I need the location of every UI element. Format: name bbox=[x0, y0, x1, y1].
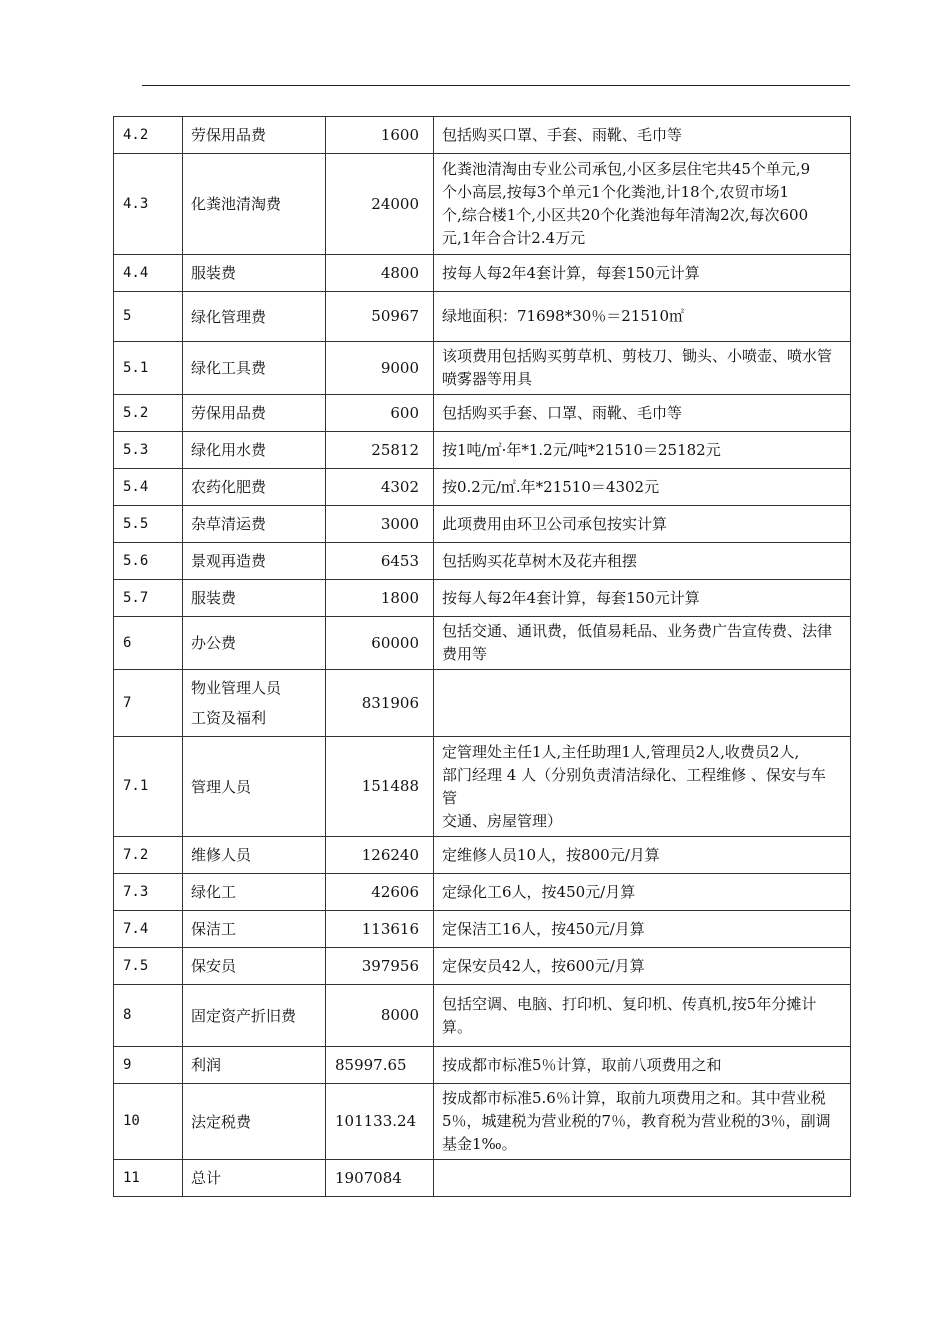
row-number-cell: 7.2 bbox=[114, 837, 183, 874]
row-number-cell: 5.1 bbox=[114, 342, 183, 395]
item-name-cell: 保安员 bbox=[183, 948, 326, 985]
row-number-cell: 5 bbox=[114, 292, 183, 342]
description-line: 个小高层,按每3个单元1个化粪池,计18个,农贸市场1 bbox=[442, 183, 790, 201]
item-name-cell: 劳保用品费 bbox=[183, 117, 326, 154]
row-number-cell: 7 bbox=[114, 670, 183, 737]
item-name-cell: 绿化管理费 bbox=[183, 292, 326, 342]
description-line: 费用等 bbox=[442, 645, 488, 663]
amount-cell: 4800 bbox=[326, 255, 434, 292]
table-row bbox=[114, 395, 851, 432]
item-name-cell: 农药化肥费 bbox=[183, 469, 326, 506]
table-row bbox=[114, 874, 851, 911]
table-row bbox=[114, 255, 851, 292]
amount-cell: 600 bbox=[326, 395, 434, 432]
description-cell bbox=[434, 292, 851, 342]
description-line: 基金1‰。 bbox=[442, 1135, 517, 1153]
amount-cell: 6453 bbox=[326, 543, 434, 580]
description-cell bbox=[434, 737, 851, 837]
row-number-cell: 5.2 bbox=[114, 395, 183, 432]
description-line: 按每人每2年4套计算，每套150元计算 bbox=[442, 263, 700, 282]
description-line: 定保安员42人，按600元/月算 bbox=[442, 956, 645, 975]
table-row bbox=[114, 543, 851, 580]
description-cell bbox=[434, 117, 851, 154]
description-cell bbox=[434, 1047, 851, 1084]
description-cell bbox=[434, 911, 851, 948]
description-line: 定管理处主任1人,主任助理1人,管理员2人,收费员2人, bbox=[442, 742, 800, 761]
item-name-cell: 绿化工 bbox=[183, 874, 326, 911]
amount-cell: 24000 bbox=[326, 154, 434, 255]
row-number-cell: 5.3 bbox=[114, 432, 183, 469]
cost-table-wrapper bbox=[113, 116, 851, 1197]
table-row bbox=[114, 580, 851, 617]
item-name-cell: 服装费 bbox=[183, 580, 326, 617]
description-cell bbox=[434, 469, 851, 506]
description-line: 按每人每2年4套计算，每套150元计算 bbox=[442, 588, 700, 607]
description-line: 算。 bbox=[442, 1017, 473, 1036]
table-row bbox=[114, 617, 851, 670]
row-number-cell: 6 bbox=[114, 617, 183, 670]
description-line: 元,1年合合计2.4万元 bbox=[442, 229, 586, 247]
row-number-cell: 5.6 bbox=[114, 543, 183, 580]
table-row bbox=[114, 837, 851, 874]
description-line: 定保洁工16人，按450元/月算 bbox=[442, 919, 645, 938]
description-cell bbox=[434, 580, 851, 617]
row-number-cell: 10 bbox=[114, 1084, 183, 1160]
cost-table bbox=[113, 116, 851, 1197]
table-row bbox=[114, 469, 851, 506]
table-row bbox=[114, 737, 851, 837]
item-name-cell: 物业管理人员 工资及福利 bbox=[183, 670, 326, 737]
amount-cell: 9000 bbox=[326, 342, 434, 395]
amount-cell: 126240 bbox=[326, 837, 434, 874]
row-number-cell: 9 bbox=[114, 1047, 183, 1084]
description-line: 喷雾器等用具 bbox=[442, 370, 533, 388]
amount-cell: 42606 bbox=[326, 874, 434, 911]
description-line: 按成都市标准5％计算，取前八项费用之和 bbox=[442, 1055, 722, 1074]
table-row bbox=[114, 292, 851, 342]
description-line: 化粪池清淘由专业公司承包,小区多层住宅共45个单元,9 bbox=[442, 160, 811, 178]
row-number-cell: 7.3 bbox=[114, 874, 183, 911]
description-cell bbox=[434, 985, 851, 1047]
amount-cell: 25812 bbox=[326, 432, 434, 469]
description-cell bbox=[434, 948, 851, 985]
description-cell bbox=[434, 543, 851, 580]
amount-cell: 151488 bbox=[326, 737, 434, 837]
description-cell bbox=[434, 1160, 851, 1197]
description-line: 定维修人员10人，按800元/月算 bbox=[442, 845, 660, 864]
description-line: 包括空调、电脑、打印机、复印机、传真机,按5年分摊计 bbox=[442, 994, 817, 1013]
row-number-cell: 7.1 bbox=[114, 737, 183, 837]
item-name-cell: 办公费 bbox=[183, 617, 326, 670]
header-rule bbox=[142, 85, 850, 86]
item-name-cell: 法定税费 bbox=[183, 1084, 326, 1160]
description-line: 包括购买花草树木及花卉租摆 bbox=[442, 551, 638, 570]
item-name-cell: 服装费 bbox=[183, 255, 326, 292]
amount-cell: 85997.65 bbox=[326, 1047, 434, 1084]
description-cell bbox=[434, 837, 851, 874]
table-row bbox=[114, 342, 851, 395]
row-number-cell: 7.4 bbox=[114, 911, 183, 948]
item-name-cell: 保洁工 bbox=[183, 911, 326, 948]
amount-cell: 50967 bbox=[326, 292, 434, 342]
description-line: 定绿化工6人，按450元/月算 bbox=[442, 882, 636, 901]
table-row bbox=[114, 911, 851, 948]
description-cell bbox=[434, 670, 851, 737]
amount-cell: 397956 bbox=[326, 948, 434, 985]
table-row bbox=[114, 985, 851, 1047]
item-name-cell: 劳保用品费 bbox=[183, 395, 326, 432]
row-number-cell: 11 bbox=[114, 1160, 183, 1197]
item-name-cell: 绿化工具费 bbox=[183, 342, 326, 395]
table-row bbox=[114, 1160, 851, 1197]
description-cell bbox=[434, 617, 851, 670]
table-row bbox=[114, 670, 851, 737]
item-name-cell: 利润 bbox=[183, 1047, 326, 1084]
row-number-cell: 8 bbox=[114, 985, 183, 1047]
item-name-cell: 绿化用水费 bbox=[183, 432, 326, 469]
item-name-cell: 化粪池清淘费 bbox=[183, 154, 326, 255]
description-line: 该项费用包括购买剪草机、剪枝刀、锄头、小喷壶、喷水管 bbox=[442, 347, 833, 365]
amount-cell: 4302 bbox=[326, 469, 434, 506]
row-number-cell: 5.4 bbox=[114, 469, 183, 506]
description-cell bbox=[434, 154, 851, 255]
description-line: 此项费用由环卫公司承包按实计算 bbox=[442, 514, 668, 533]
item-name-cell: 管理人员 bbox=[183, 737, 326, 837]
description-cell bbox=[434, 874, 851, 911]
cost-table-body bbox=[114, 117, 851, 1197]
amount-cell: 8000 bbox=[326, 985, 434, 1047]
amount-cell: 3000 bbox=[326, 506, 434, 543]
description-line: 按0.2元/㎡.年*21510＝4302元 bbox=[442, 477, 660, 496]
item-name-cell: 杂草清运费 bbox=[183, 506, 326, 543]
table-row bbox=[114, 948, 851, 985]
amount-cell: 1800 bbox=[326, 580, 434, 617]
table-row bbox=[114, 506, 851, 543]
row-number-cell: 5.5 bbox=[114, 506, 183, 543]
amount-cell: 1600 bbox=[326, 117, 434, 154]
item-name-cell: 固定资产折旧费 bbox=[183, 985, 326, 1047]
description-line: 管 bbox=[442, 788, 458, 807]
description-cell bbox=[434, 432, 851, 469]
table-row bbox=[114, 1047, 851, 1084]
description-cell bbox=[434, 1084, 851, 1160]
description-line: 交通、房屋管理） bbox=[442, 811, 563, 830]
row-number-cell: 7.5 bbox=[114, 948, 183, 985]
description-cell bbox=[434, 395, 851, 432]
row-number-cell: 5.7 bbox=[114, 580, 183, 617]
description-cell bbox=[434, 255, 851, 292]
description-line: 部门经理 4 人（分别负责清洁绿化、工程维修 、保安与车 bbox=[442, 765, 826, 784]
description-line: 包括购买口罩、手套、雨靴、毛巾等 bbox=[442, 125, 683, 144]
amount-cell: 831906 bbox=[326, 670, 434, 737]
description-cell bbox=[434, 342, 851, 395]
description-line: 按成都市标准5.6％计算，取前九项费用之和。其中营业税 bbox=[442, 1089, 826, 1107]
description-line: 5％，城建税为营业税的7％，教育税为营业税的3％，副调 bbox=[442, 1112, 831, 1130]
amount-cell: 113616 bbox=[326, 911, 434, 948]
description-line: 绿地面积：71698*30％＝21510㎡ bbox=[442, 307, 685, 325]
amount-cell: 60000 bbox=[326, 617, 434, 670]
row-number-cell: 4.2 bbox=[114, 117, 183, 154]
description-line: 包括交通、通讯费，低值易耗品、业务费广告宣传费、法律 bbox=[442, 622, 833, 640]
description-cell bbox=[434, 506, 851, 543]
row-number-cell: 4.4 bbox=[114, 255, 183, 292]
description-line: 包括购买手套、口罩、雨靴、毛巾等 bbox=[442, 403, 683, 422]
item-name-cell: 总计 bbox=[183, 1160, 326, 1197]
amount-cell: 101133.24 bbox=[326, 1084, 434, 1160]
table-row bbox=[114, 432, 851, 469]
table-right-rule bbox=[850, 116, 851, 1096]
amount-cell: 1907084 bbox=[326, 1160, 434, 1197]
table-row bbox=[114, 154, 851, 255]
item-name-cell: 维修人员 bbox=[183, 837, 326, 874]
table-row bbox=[114, 117, 851, 154]
description-line: 个,综合楼1个,小区共20个化粪池每年清淘2次,每次600 bbox=[442, 206, 809, 224]
description-line: 按1吨/㎡·年*1.2元/吨*21510＝25182元 bbox=[442, 440, 721, 459]
table-row bbox=[114, 1084, 851, 1160]
item-name-cell: 景观再造费 bbox=[183, 543, 326, 580]
row-number-cell: 4.3 bbox=[114, 154, 183, 255]
